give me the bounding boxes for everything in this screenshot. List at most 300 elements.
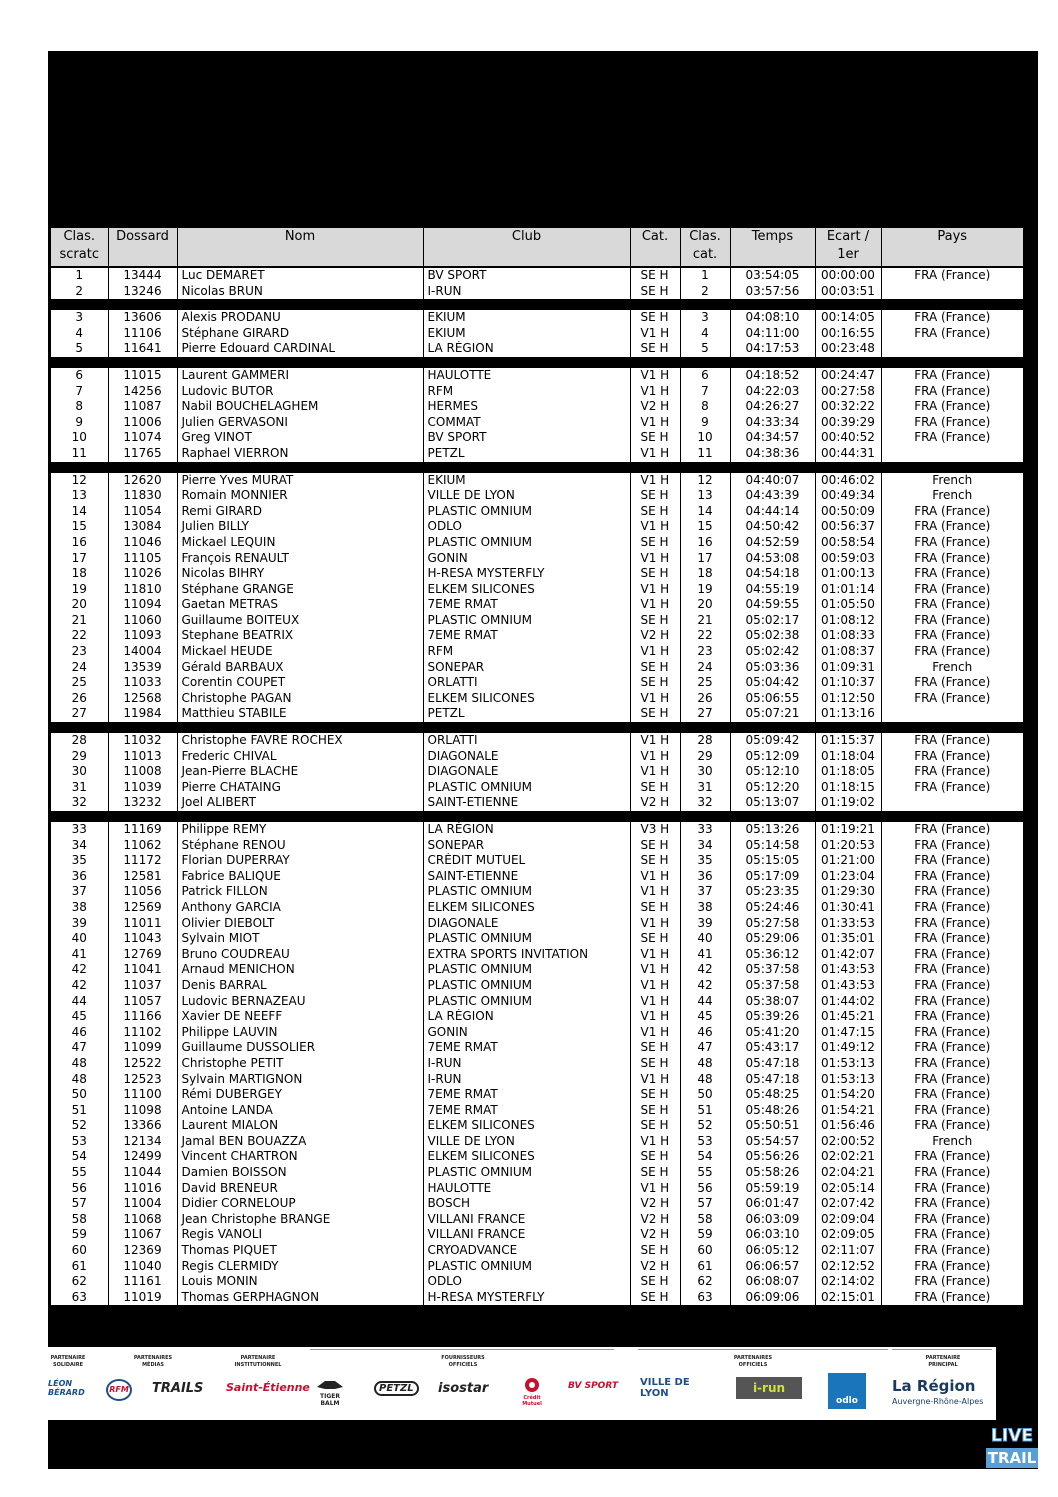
rank-cell: 17 bbox=[51, 551, 108, 567]
name-cell: Vincent CHARTRON bbox=[177, 1149, 423, 1165]
time-cell: 06:03:09 bbox=[730, 1212, 815, 1228]
club-cell: CRÉDIT MUTUEL bbox=[423, 853, 630, 869]
category-rank-cell: 9 bbox=[680, 415, 730, 431]
name-cell: Alexis PRODANU bbox=[177, 310, 423, 326]
time-cell: 05:23:35 bbox=[730, 884, 815, 900]
country-cell: FRA (France) bbox=[881, 822, 1023, 838]
category-cell: SE H bbox=[630, 675, 680, 691]
table-row bbox=[51, 310, 1023, 326]
name-cell: Guillaume DUSSOLIER bbox=[177, 1040, 423, 1056]
category-cell: SE H bbox=[630, 1165, 680, 1181]
rank-cell: 60 bbox=[51, 1243, 108, 1259]
gap-cell: 01:00:13 bbox=[815, 566, 881, 582]
category-cell: SE H bbox=[630, 284, 680, 300]
tiger-icon bbox=[315, 1377, 345, 1391]
gap-cell: 00:27:58 bbox=[815, 384, 881, 400]
time-cell: 05:14:58 bbox=[730, 838, 815, 854]
rank-cell: 34 bbox=[51, 838, 108, 854]
rank-cell: 37 bbox=[51, 884, 108, 900]
category-cell: V1 H bbox=[630, 1181, 680, 1197]
rank-cell: 42 bbox=[51, 978, 108, 994]
category-cell: V2 H bbox=[630, 795, 680, 811]
country-cell bbox=[881, 446, 1023, 462]
rank-cell: 57 bbox=[51, 1196, 108, 1212]
rank-cell: 40 bbox=[51, 931, 108, 947]
time-cell: 04:38:36 bbox=[730, 446, 815, 462]
table-row bbox=[51, 749, 1023, 765]
bib-cell: 11060 bbox=[108, 613, 177, 629]
time-cell: 06:01:47 bbox=[730, 1196, 815, 1212]
rank-cell: 46 bbox=[51, 1025, 108, 1041]
category-rank-cell: 61 bbox=[680, 1259, 730, 1275]
time-cell: 06:09:06 bbox=[730, 1290, 815, 1306]
time-cell: 04:44:14 bbox=[730, 504, 815, 520]
group-separator bbox=[51, 722, 1023, 733]
rank-cell: 54 bbox=[51, 1149, 108, 1165]
table-row bbox=[51, 1118, 1023, 1134]
club-cell: H-RESA MYSTERFLY bbox=[423, 1290, 630, 1306]
category-cell: SE H bbox=[630, 706, 680, 722]
category-rank-cell: 36 bbox=[680, 869, 730, 885]
gap-cell: 01:09:31 bbox=[815, 660, 881, 676]
caption-officiels: PARTENAIRES OFFICIELS bbox=[733, 1355, 773, 1368]
bib-cell: 11016 bbox=[108, 1181, 177, 1197]
club-cell: RFM bbox=[423, 384, 630, 400]
category-cell: SE H bbox=[630, 1243, 680, 1259]
country-cell: FRA (France) bbox=[881, 1118, 1023, 1134]
name-cell: Philippe LAUVIN bbox=[177, 1025, 423, 1041]
club-cell: PLASTIC OMNIUM bbox=[423, 994, 630, 1010]
club-cell: GONIN bbox=[423, 1025, 630, 1041]
category-cell: V1 H bbox=[630, 962, 680, 978]
country-cell: FRA (France) bbox=[881, 691, 1023, 707]
table-row bbox=[51, 628, 1023, 644]
time-cell: 05:39:26 bbox=[730, 1009, 815, 1025]
club-cell: PETZL bbox=[423, 706, 630, 722]
gap-cell: 00:59:03 bbox=[815, 551, 881, 567]
country-cell bbox=[881, 284, 1023, 300]
time-cell: 03:54:05 bbox=[730, 268, 815, 284]
category-cell: V1 H bbox=[630, 326, 680, 342]
rank-cell: 63 bbox=[51, 1290, 108, 1306]
bib-cell: 13366 bbox=[108, 1118, 177, 1134]
category-rank-cell: 58 bbox=[680, 1212, 730, 1228]
table-row bbox=[51, 853, 1023, 869]
category-rank-cell: 59 bbox=[680, 1227, 730, 1243]
category-cell: V1 H bbox=[630, 947, 680, 963]
category-cell: SE H bbox=[630, 900, 680, 916]
rank-cell: 24 bbox=[51, 660, 108, 676]
time-cell: 05:43:17 bbox=[730, 1040, 815, 1056]
category-rank-cell: 42 bbox=[680, 978, 730, 994]
category-rank-cell: 25 bbox=[680, 675, 730, 691]
gap-cell: 00:58:54 bbox=[815, 535, 881, 551]
category-rank-cell: 46 bbox=[680, 1025, 730, 1041]
time-cell: 05:56:26 bbox=[730, 1149, 815, 1165]
gap-cell: 01:43:53 bbox=[815, 962, 881, 978]
time-cell: 05:37:58 bbox=[730, 978, 815, 994]
bib-cell: 11006 bbox=[108, 415, 177, 431]
rank-cell: 35 bbox=[51, 853, 108, 869]
name-cell: Romain MONNIER bbox=[177, 488, 423, 504]
name-cell: Greg VINOT bbox=[177, 430, 423, 446]
table-row bbox=[51, 706, 1023, 722]
gap-cell: 01:53:13 bbox=[815, 1056, 881, 1072]
rank-cell: 7 bbox=[51, 384, 108, 400]
rank-cell: 8 bbox=[51, 399, 108, 415]
rank-cell: 41 bbox=[51, 947, 108, 963]
table-row bbox=[51, 446, 1023, 462]
bib-cell: 11054 bbox=[108, 504, 177, 520]
time-cell: 06:05:12 bbox=[730, 1243, 815, 1259]
name-cell: Pierre Yves MURAT bbox=[177, 473, 423, 489]
time-cell: 04:33:34 bbox=[730, 415, 815, 431]
rank-cell: 6 bbox=[51, 368, 108, 384]
category-rank-cell: 4 bbox=[680, 326, 730, 342]
rank-cell: 12 bbox=[51, 473, 108, 489]
club-cell: 7EME RMAT bbox=[423, 1103, 630, 1119]
time-cell: 05:02:42 bbox=[730, 644, 815, 660]
table-row bbox=[51, 1149, 1023, 1165]
club-cell: DIAGONALE bbox=[423, 916, 630, 932]
category-rank-cell: 18 bbox=[680, 566, 730, 582]
club-cell: VILLANI FRANCE bbox=[423, 1227, 630, 1243]
bib-cell: 11019 bbox=[108, 1290, 177, 1306]
table-row bbox=[51, 566, 1023, 582]
time-cell: 05:12:10 bbox=[730, 764, 815, 780]
category-cell: SE H bbox=[630, 1056, 680, 1072]
category-cell: V1 H bbox=[630, 1025, 680, 1041]
rank-cell: 19 bbox=[51, 582, 108, 598]
time-cell: 05:15:05 bbox=[730, 853, 815, 869]
name-cell: Christophe FAVRE ROCHEX bbox=[177, 733, 423, 749]
bib-cell: 13246 bbox=[108, 284, 177, 300]
bib-cell: 11039 bbox=[108, 780, 177, 796]
bib-cell: 11100 bbox=[108, 1087, 177, 1103]
time-cell: 04:17:53 bbox=[730, 341, 815, 357]
gap-cell: 01:43:53 bbox=[815, 978, 881, 994]
gap-cell: 01:12:50 bbox=[815, 691, 881, 707]
gap-cell: 01:13:16 bbox=[815, 706, 881, 722]
bib-cell: 11810 bbox=[108, 582, 177, 598]
time-cell: 04:50:42 bbox=[730, 519, 815, 535]
name-cell: Bruno COUDREAU bbox=[177, 947, 423, 963]
rank-cell: 22 bbox=[51, 628, 108, 644]
category-cell: SE H bbox=[630, 931, 680, 947]
time-cell: 05:27:58 bbox=[730, 916, 815, 932]
time-cell: 05:58:26 bbox=[730, 1165, 815, 1181]
table-row bbox=[51, 1056, 1023, 1072]
club-cell: ELKEM SILICONES bbox=[423, 582, 630, 598]
bib-cell: 12523 bbox=[108, 1072, 177, 1088]
category-rank-cell: 48 bbox=[680, 1056, 730, 1072]
name-cell: Ludovic BERNAZEAU bbox=[177, 994, 423, 1010]
time-cell: 06:03:10 bbox=[730, 1227, 815, 1243]
category-cell: V2 H bbox=[630, 1227, 680, 1243]
name-cell: Stephane BEATRIX bbox=[177, 628, 423, 644]
name-cell: Jean Christophe BRANGE bbox=[177, 1212, 423, 1228]
name-cell: Raphael VIERRON bbox=[177, 446, 423, 462]
category-cell: V1 H bbox=[630, 978, 680, 994]
name-cell: Denis BARRAL bbox=[177, 978, 423, 994]
gap-cell: 02:02:21 bbox=[815, 1149, 881, 1165]
bib-cell: 11008 bbox=[108, 764, 177, 780]
category-rank-cell: 57 bbox=[680, 1196, 730, 1212]
bib-cell: 11044 bbox=[108, 1165, 177, 1181]
category-cell: V1 H bbox=[630, 446, 680, 462]
club-cell: 7EME RMAT bbox=[423, 628, 630, 644]
country-cell: FRA (France) bbox=[881, 1149, 1023, 1165]
time-cell: 06:08:07 bbox=[730, 1274, 815, 1290]
category-rank-cell: 7 bbox=[680, 384, 730, 400]
country-cell: FRA (France) bbox=[881, 780, 1023, 796]
bib-cell: 11161 bbox=[108, 1274, 177, 1290]
category-cell: V3 H bbox=[630, 822, 680, 838]
country-cell: FRA (France) bbox=[881, 838, 1023, 854]
bib-cell: 11037 bbox=[108, 978, 177, 994]
category-rank-cell: 60 bbox=[680, 1243, 730, 1259]
country-cell: FRA (France) bbox=[881, 566, 1023, 582]
table-row bbox=[51, 284, 1023, 300]
club-cell: PLASTIC OMNIUM bbox=[423, 780, 630, 796]
category-rank-cell: 51 bbox=[680, 1103, 730, 1119]
club-cell: PLASTIC OMNIUM bbox=[423, 1259, 630, 1275]
time-cell: 04:18:52 bbox=[730, 368, 815, 384]
category-cell: SE H bbox=[630, 566, 680, 582]
country-cell: FRA (France) bbox=[881, 916, 1023, 932]
club-cell: ELKEM SILICONES bbox=[423, 900, 630, 916]
rank-cell: 2 bbox=[51, 284, 108, 300]
results-sheet bbox=[48, 51, 1038, 1469]
rank-cell: 33 bbox=[51, 822, 108, 838]
table-row bbox=[51, 1290, 1023, 1306]
bib-cell: 11166 bbox=[108, 1009, 177, 1025]
name-cell: Pierre CHATAING bbox=[177, 780, 423, 796]
club-cell: PETZL bbox=[423, 446, 630, 462]
rank-cell: 30 bbox=[51, 764, 108, 780]
category-cell: SE H bbox=[630, 430, 680, 446]
name-cell: Patrick FILLON bbox=[177, 884, 423, 900]
category-rank-cell: 52 bbox=[680, 1118, 730, 1134]
bib-cell: 12769 bbox=[108, 947, 177, 963]
gap-cell: 01:08:12 bbox=[815, 613, 881, 629]
bib-cell: 11098 bbox=[108, 1103, 177, 1119]
club-cell: I-RUN bbox=[423, 1056, 630, 1072]
country-cell: FRA (France) bbox=[881, 749, 1023, 765]
rank-cell: 14 bbox=[51, 504, 108, 520]
bib-cell: 11984 bbox=[108, 706, 177, 722]
country-cell: FRA (France) bbox=[881, 310, 1023, 326]
time-cell: 05:02:17 bbox=[730, 613, 815, 629]
club-cell: LA RÉGION bbox=[423, 341, 630, 357]
club-cell: SONEPAR bbox=[423, 838, 630, 854]
category-cell: SE H bbox=[630, 268, 680, 284]
name-cell: Florian DUPERRAY bbox=[177, 853, 423, 869]
rank-cell: 4 bbox=[51, 326, 108, 342]
category-cell: V2 H bbox=[630, 399, 680, 415]
category-rank-cell: 42 bbox=[680, 962, 730, 978]
table-row bbox=[51, 1040, 1023, 1056]
category-rank-cell: 6 bbox=[680, 368, 730, 384]
category-cell: SE H bbox=[630, 1087, 680, 1103]
category-cell: V1 H bbox=[630, 582, 680, 598]
club-cell: 7EME RMAT bbox=[423, 1040, 630, 1056]
table-row bbox=[51, 326, 1023, 342]
results-table bbox=[51, 228, 1023, 1305]
category-rank-cell: 14 bbox=[680, 504, 730, 520]
table-row bbox=[51, 399, 1023, 415]
country-cell: FRA (France) bbox=[881, 1243, 1023, 1259]
category-cell: SE H bbox=[630, 341, 680, 357]
table-row bbox=[51, 978, 1023, 994]
name-cell: Christophe PETIT bbox=[177, 1056, 423, 1072]
country-cell: FRA (France) bbox=[881, 582, 1023, 598]
category-cell: SE H bbox=[630, 504, 680, 520]
category-cell: SE H bbox=[630, 1290, 680, 1306]
category-rank-cell: 34 bbox=[680, 838, 730, 854]
category-cell: V1 H bbox=[630, 644, 680, 660]
category-cell: V2 H bbox=[630, 1196, 680, 1212]
rank-cell: 15 bbox=[51, 519, 108, 535]
category-rank-cell: 62 bbox=[680, 1274, 730, 1290]
time-cell: 05:59:19 bbox=[730, 1181, 815, 1197]
club-cell: HERMES bbox=[423, 399, 630, 415]
table-row bbox=[51, 1103, 1023, 1119]
name-cell: Sylvain MARTIGNON bbox=[177, 1072, 423, 1088]
country-cell: FRA (France) bbox=[881, 931, 1023, 947]
table-row bbox=[51, 1072, 1023, 1088]
country-cell: FRA (France) bbox=[881, 869, 1023, 885]
country-cell: FRA (France) bbox=[881, 1072, 1023, 1088]
category-cell: SE H bbox=[630, 310, 680, 326]
tiger-balm-logo bbox=[310, 1377, 350, 1407]
club-cell: PLASTIC OMNIUM bbox=[423, 978, 630, 994]
rank-cell: 53 bbox=[51, 1134, 108, 1150]
bib-cell: 12134 bbox=[108, 1134, 177, 1150]
table-row bbox=[51, 613, 1023, 629]
category-cell: V1 H bbox=[630, 916, 680, 932]
col-pays: Pays bbox=[881, 228, 1023, 266]
gap-cell: 01:18:15 bbox=[815, 780, 881, 796]
category-rank-cell: 35 bbox=[680, 853, 730, 869]
category-rank-cell: 47 bbox=[680, 1040, 730, 1056]
category-cell: V1 H bbox=[630, 994, 680, 1010]
caption-institutionnel: PARTENAIRE INSTITUTIONNEL bbox=[234, 1355, 282, 1368]
gap-cell: 02:00:52 bbox=[815, 1134, 881, 1150]
category-cell: V2 H bbox=[630, 628, 680, 644]
gap-cell: 01:23:04 bbox=[815, 869, 881, 885]
table-row bbox=[51, 869, 1023, 885]
country-cell: FRA (France) bbox=[881, 644, 1023, 660]
rank-cell: 45 bbox=[51, 1009, 108, 1025]
credit-mutuel-label: Crédit Mutuel bbox=[522, 1395, 542, 1407]
gap-cell: 01:56:46 bbox=[815, 1118, 881, 1134]
gap-cell: 00:39:29 bbox=[815, 415, 881, 431]
country-cell: FRA (France) bbox=[881, 1290, 1023, 1306]
name-cell: Thomas GERPHAGNON bbox=[177, 1290, 423, 1306]
country-cell bbox=[881, 706, 1023, 722]
col-nom: Nom bbox=[177, 228, 423, 266]
divider bbox=[310, 1349, 614, 1350]
table-row bbox=[51, 884, 1023, 900]
time-cell: 03:57:56 bbox=[730, 284, 815, 300]
name-cell: Julien BILLY bbox=[177, 519, 423, 535]
livetrail-logo bbox=[986, 1426, 1038, 1470]
name-cell: Guillaume BOITEUX bbox=[177, 613, 423, 629]
gap-cell: 02:09:04 bbox=[815, 1212, 881, 1228]
table-row bbox=[51, 341, 1023, 357]
category-rank-cell: 3 bbox=[680, 310, 730, 326]
name-cell: Mickael HEUDE bbox=[177, 644, 423, 660]
bv-sport-logo: BV SPORT bbox=[568, 1381, 618, 1391]
bib-cell: 11011 bbox=[108, 916, 177, 932]
name-cell: Fabrice BALIQUE bbox=[177, 869, 423, 885]
col-dossard: Dossard bbox=[108, 228, 177, 266]
category-cell: V1 H bbox=[630, 691, 680, 707]
category-cell: SE H bbox=[630, 853, 680, 869]
country-cell: FRA (France) bbox=[881, 853, 1023, 869]
category-rank-cell: 21 bbox=[680, 613, 730, 629]
club-cell: ELKEM SILICONES bbox=[423, 1149, 630, 1165]
bib-cell: 11074 bbox=[108, 430, 177, 446]
category-cell: SE H bbox=[630, 1103, 680, 1119]
club-cell: I-RUN bbox=[423, 284, 630, 300]
club-cell: PLASTIC OMNIUM bbox=[423, 931, 630, 947]
rank-cell: 25 bbox=[51, 675, 108, 691]
bib-cell: 11013 bbox=[108, 749, 177, 765]
bib-cell: 11830 bbox=[108, 488, 177, 504]
time-cell: 04:52:59 bbox=[730, 535, 815, 551]
gap-cell: 02:05:14 bbox=[815, 1181, 881, 1197]
category-cell: SE H bbox=[630, 1040, 680, 1056]
category-rank-cell: 16 bbox=[680, 535, 730, 551]
bib-cell: 11004 bbox=[108, 1196, 177, 1212]
gap-cell: 01:42:07 bbox=[815, 947, 881, 963]
rank-cell: 28 bbox=[51, 733, 108, 749]
gap-cell: 00:46:02 bbox=[815, 473, 881, 489]
credit-mutuel-icon bbox=[522, 1377, 542, 1393]
table-row bbox=[51, 368, 1023, 384]
club-cell: SAINT-ETIENNE bbox=[423, 795, 630, 811]
rank-cell: 48 bbox=[51, 1056, 108, 1072]
country-cell: FRA (France) bbox=[881, 519, 1023, 535]
leon-berard-logo: LÉON BÉRARD bbox=[48, 1379, 85, 1397]
club-cell: VILLE DE LYON bbox=[423, 488, 630, 504]
name-cell: Thomas PIQUET bbox=[177, 1243, 423, 1259]
category-cell: V1 H bbox=[630, 749, 680, 765]
category-cell: V1 H bbox=[630, 415, 680, 431]
country-cell: FRA (France) bbox=[881, 1181, 1023, 1197]
category-rank-cell: 8 bbox=[680, 399, 730, 415]
credit-mutuel-logo bbox=[514, 1377, 550, 1407]
name-cell: Philippe REMY bbox=[177, 822, 423, 838]
table-row bbox=[51, 473, 1023, 489]
table-row bbox=[51, 551, 1023, 567]
country-cell: FRA (France) bbox=[881, 1087, 1023, 1103]
club-cell: VILLANI FRANCE bbox=[423, 1212, 630, 1228]
caption-solidaire: PARTENAIRE SOLIDAIRE bbox=[50, 1355, 86, 1368]
time-cell: 04:54:18 bbox=[730, 566, 815, 582]
bib-cell: 11040 bbox=[108, 1259, 177, 1275]
country-cell: FRA (France) bbox=[881, 326, 1023, 342]
club-cell: HAULOTTE bbox=[423, 368, 630, 384]
country-cell: FRA (France) bbox=[881, 613, 1023, 629]
name-cell: Nicolas BRUN bbox=[177, 284, 423, 300]
category-rank-cell: 38 bbox=[680, 900, 730, 916]
table-row bbox=[51, 1196, 1023, 1212]
gap-cell: 02:14:02 bbox=[815, 1274, 881, 1290]
table-row bbox=[51, 504, 1023, 520]
